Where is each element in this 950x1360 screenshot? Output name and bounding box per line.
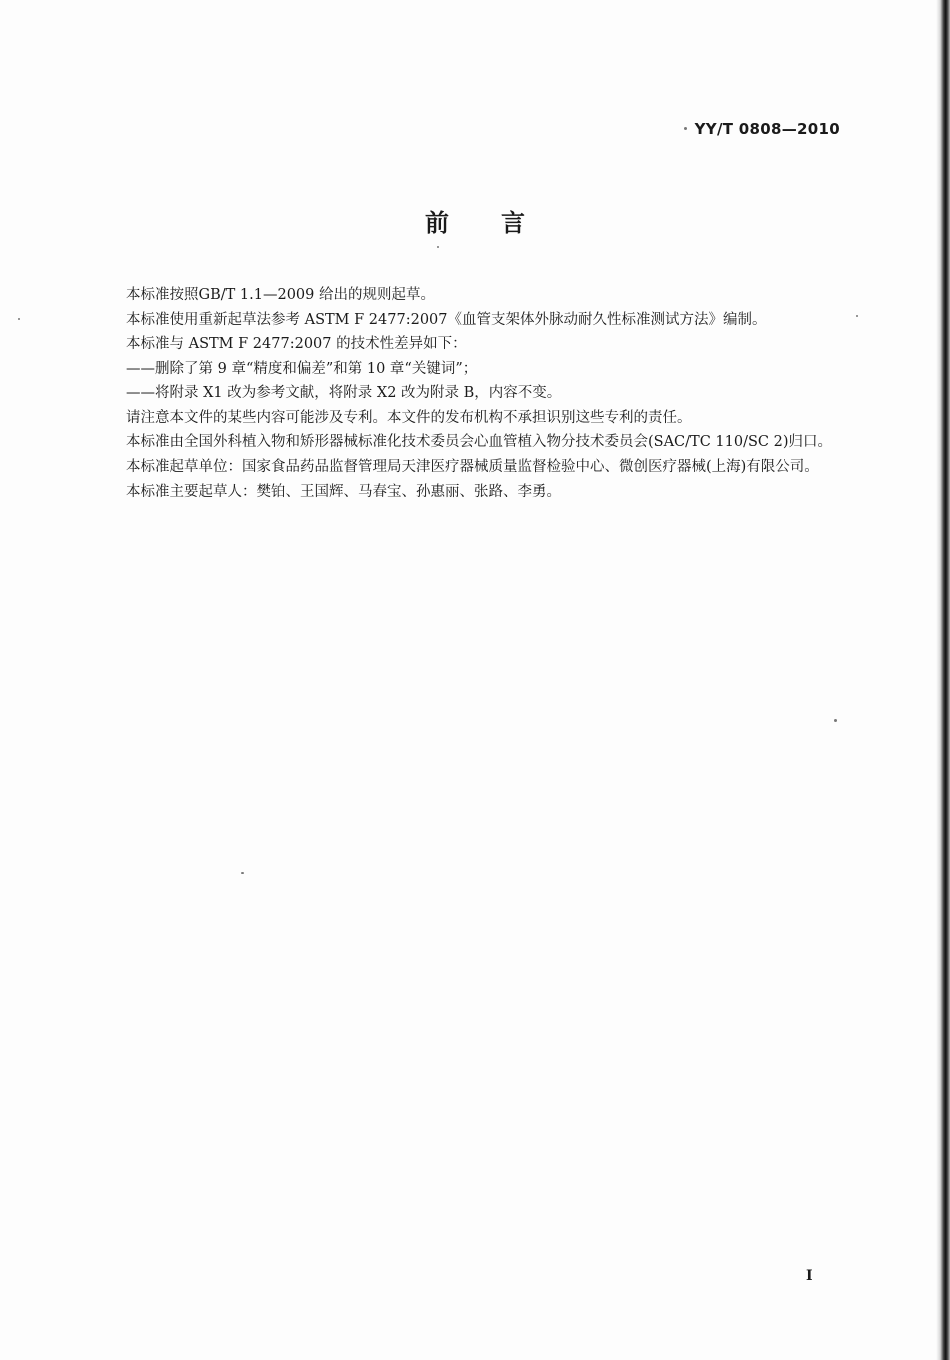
- list-item-difference-1: ——删除了第 9 章“精度和偏差”和第 10 章“关键词”；: [126, 360, 478, 377]
- paragraph-drafting-organizations: 本标准起草单位：国家食品药品监督管理局天津医疗器械质量监督检验中心、微创医疗器械(上海)有限公司。: [126, 459, 819, 475]
- scan-speck: [856, 315, 858, 317]
- scan-speck: [437, 246, 439, 248]
- scan-speck: [834, 719, 837, 722]
- scan-speck: [684, 127, 687, 130]
- foreword-body: [97, 283, 842, 505]
- page-title: 前言: [425, 209, 577, 237]
- paragraph-drafters: 本标准主要起草人：樊铂、王国辉、马春宝、孙惠丽、张路、李勇。: [126, 484, 561, 500]
- scan-speck: [18, 318, 20, 320]
- paragraph-reference-standard: 本标准使用重新起草法参考 ASTM F 2477:2007《血管支架体外脉动耐久性标准测试方法》编制。: [126, 311, 767, 328]
- standard-code: YY/T 0808—2010: [694, 120, 840, 138]
- page-number: I: [806, 1268, 813, 1284]
- paragraph-drafting-rules: 本标准按照GB/T 1.1—2009 给出的规则起草。: [126, 287, 435, 303]
- scan-speck: [241, 872, 244, 874]
- paragraph-responsible-committee: 本标准由全国外科植入物和矫形器械标准化技术委员会心血管植入物分技术委员会(SAC/TC 110/SC 2)归口。: [126, 434, 832, 450]
- paragraph-patent-notice: 请注意本文件的某些内容可能涉及专利。本文件的发布机构不承担识别这些专利的责任。: [126, 409, 692, 426]
- paragraph-technical-differences: 本标准与 ASTM F 2477:2007 的技术性差异如下：: [126, 336, 467, 352]
- scan-border-shadow: [936, 0, 950, 1360]
- list-item-difference-2: ——将附录 X1 改为参考文献，将附录 X2 改为附录 B，内容不变。: [126, 385, 562, 401]
